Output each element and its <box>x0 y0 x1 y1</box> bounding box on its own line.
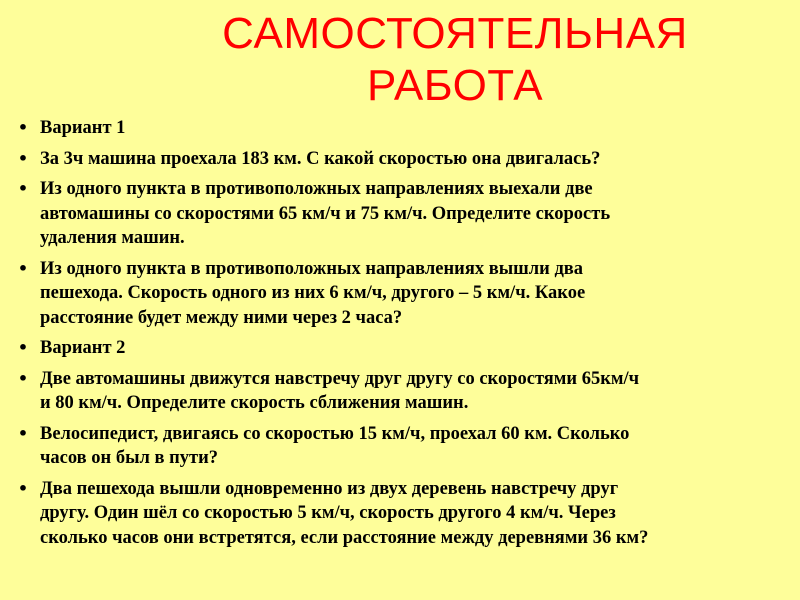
list-item-line: Две автомашины движутся навстречу друг другу со скоростями 65км/ч <box>40 368 640 389</box>
slide-title <box>130 8 780 112</box>
bullet-icon: • <box>17 148 29 168</box>
list-item-line: За 3ч машина проехала 183 км. С какой скоростью она двигалась? <box>40 148 601 169</box>
list-item-line: Вариант 2 <box>40 338 126 358</box>
title-line-2: РАБОТА <box>366 61 544 110</box>
task-list <box>16 116 786 556</box>
list-item-line: автомашины со скоростями 65 км/ч и 75 км/ч. Определите скорость <box>40 203 611 224</box>
list-item-line: пешехода. Скорость одного из них 6 км/ч, другого – 5 км/ч. Какое <box>40 283 586 303</box>
bullet-icon: • <box>17 118 29 137</box>
list-item-task-3 <box>16 257 786 331</box>
list-item-line: сколько часов они встретятся, если расстояние между деревнями 36 км? <box>40 527 649 548</box>
bullet-icon: • <box>17 368 29 388</box>
list-item-line: другу. Один шёл со скоростью 5 км/ч, скорость другого 4 км/ч. Через <box>40 503 616 523</box>
list-item-variant-1 <box>16 116 786 141</box>
bullet-icon: • <box>17 258 29 278</box>
title-line-1: САМОСТОЯТЕЛЬНАЯ <box>222 9 688 58</box>
list-item-line: Вариант 1 <box>40 118 126 138</box>
list-item-task-4 <box>16 367 786 416</box>
bullet-icon: • <box>17 338 29 357</box>
list-item-variant-2 <box>16 336 786 361</box>
list-item-task-5 <box>16 422 786 471</box>
list-item-line: часов он был в пути? <box>40 448 219 468</box>
list-item-task-6 <box>16 477 786 551</box>
list-item-line: и 80 км/ч. Определите скорость сближения машин. <box>40 393 469 413</box>
bullet-icon: • <box>17 179 29 198</box>
list-item-line: Из одного пункта в противоположных направлениях выехали две <box>40 179 593 199</box>
bullet-icon: • <box>17 478 29 498</box>
list-item-line: Два пешехода вышли одновременно из двух деревень навстречу друг <box>40 478 619 499</box>
bullet-icon: • <box>17 423 29 443</box>
list-item-task-1 <box>16 147 786 172</box>
list-item-line: удаления машин. <box>40 228 185 248</box>
list-item-task-2 <box>16 177 786 251</box>
list-item-line: Из одного пункта в противоположных направлениях вышли два <box>40 258 584 279</box>
list-item-line: расстояние будет между ними через 2 часа? <box>40 307 403 328</box>
list-item-line: Велосипедист, двигаясь со скоростью 15 км/ч, проехал 60 км. Сколько <box>40 423 630 444</box>
